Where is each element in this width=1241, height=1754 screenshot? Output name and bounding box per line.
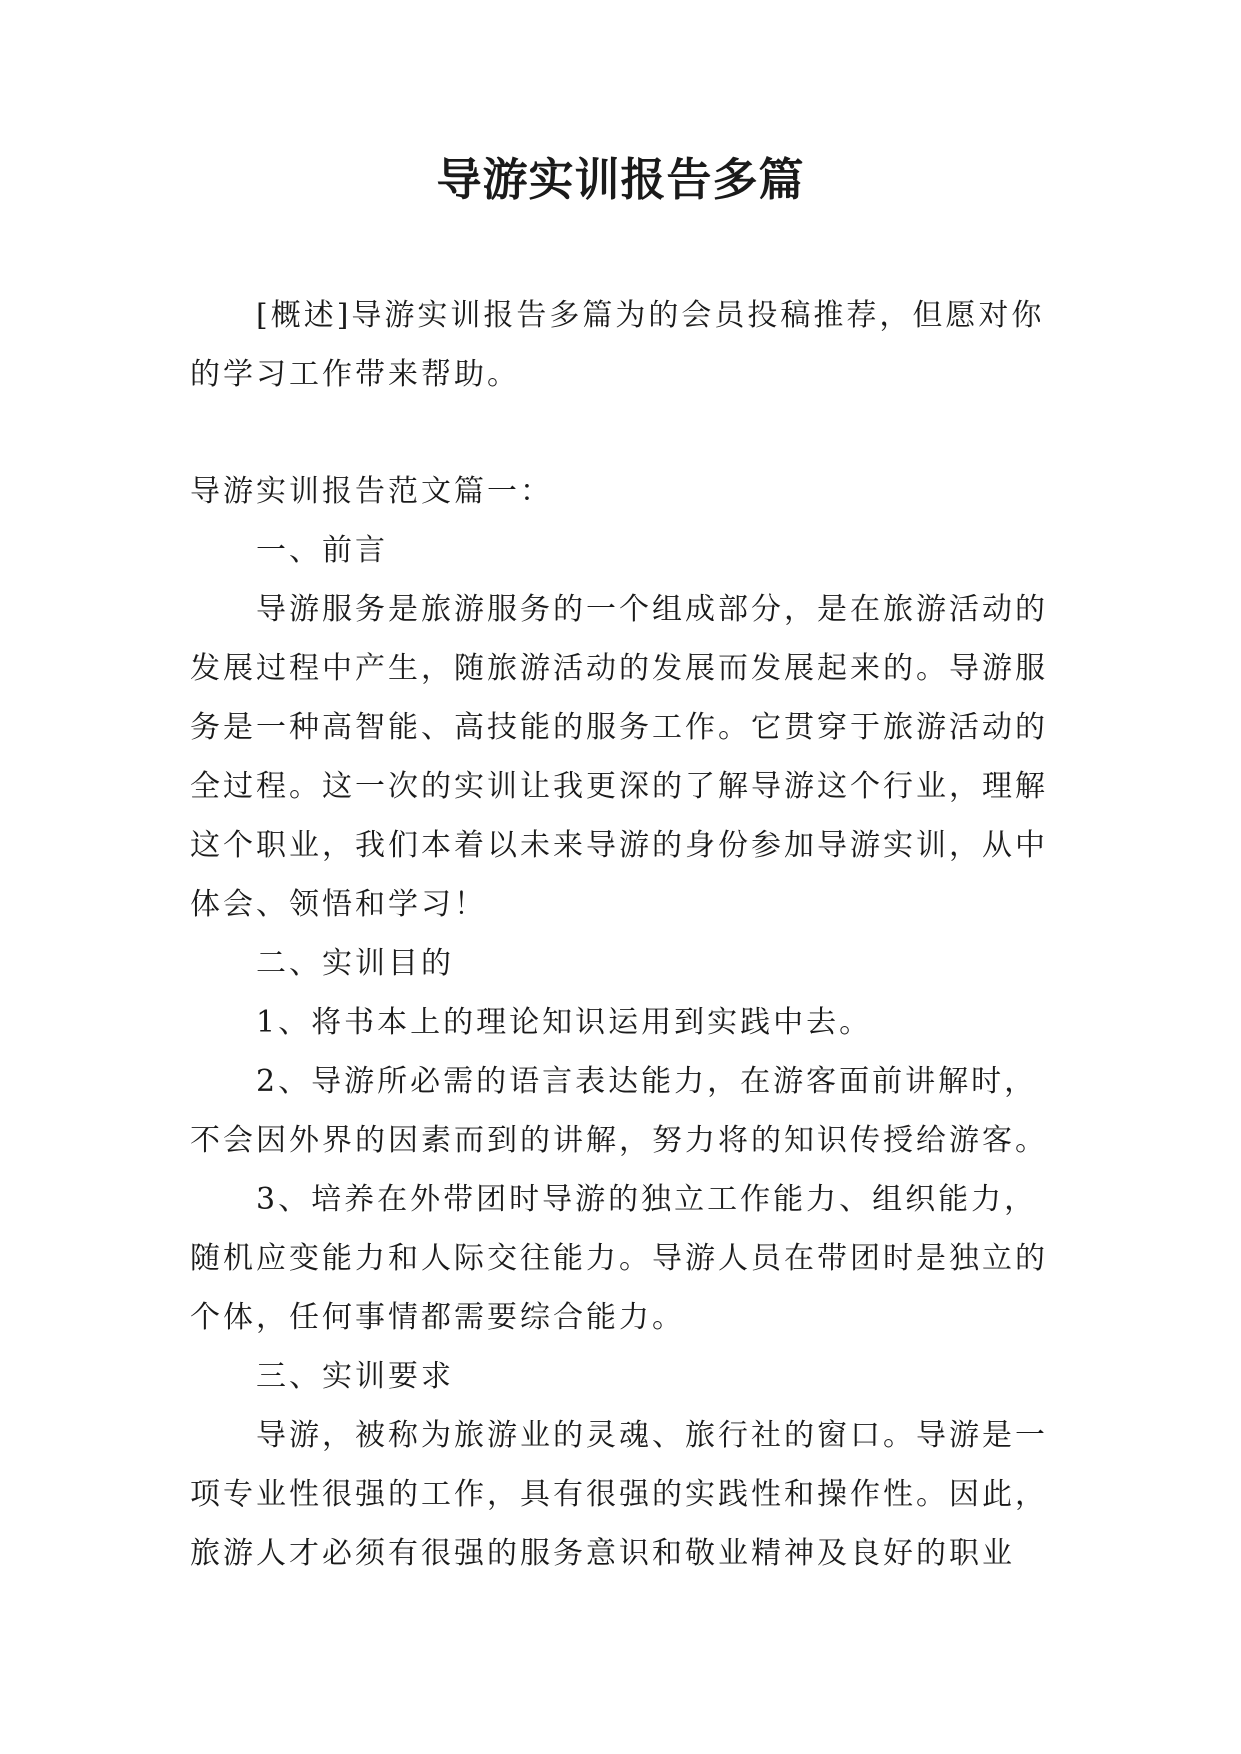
section3-heading: 三、实训要求 — [256, 1359, 454, 1394]
paragraph-gap — [190, 404, 1070, 462]
section2-item-3: 3、培养在外带团时导游的独立工作能力、组织能力，随机应变能力和人际交往能力。导游人员在带团时是独立的个体，任何事情都需要综合能力。 — [190, 1182, 1048, 1335]
article-heading: 导游实训报告范文篇一： — [190, 474, 553, 509]
document-title: 导游实训报告多篇 — [436, 153, 805, 206]
section1-paragraph: 导游服务是旅游服务的一个组成部分，是在旅游活动的发展过程中产生，随旅游活动的发展而发展起来的。导游服务是一种高智能、高技能的服务工作。它贯穿于旅游活动的全过程。这一次的实训让我更深的了解导游这个行业，理解这个职业，我们本着以未来导游的身份参加导游实训，从中体会、领悟和学习！ — [190, 592, 1048, 922]
section2-heading: 二、实训目的 — [256, 946, 454, 981]
summary-paragraph: [概述]导游实训报告多篇为的会员投稿推荐，但愿对你的学习工作带来帮助。 — [190, 298, 1045, 392]
section2-item-2: 2、导游所必需的语言表达能力，在游客面前讲解时，不会因外界的因素而到的讲解，努力将的知识传授给游客。 — [190, 1064, 1048, 1158]
document-body — [190, 286, 1070, 1583]
section3-paragraph: 导游，被称为旅游业的灵魂、旅行社的窗口。导游是一项专业性很强的工作，具有很强的实践性和操作性。因此，旅游人才必须有很强的服务意识和敬业精神及良好的职业 — [190, 1418, 1048, 1571]
section2-item-1: 1、将书本上的理论知识运用到实践中去。 — [256, 1005, 873, 1040]
section1-heading: 一、前言 — [256, 533, 388, 568]
